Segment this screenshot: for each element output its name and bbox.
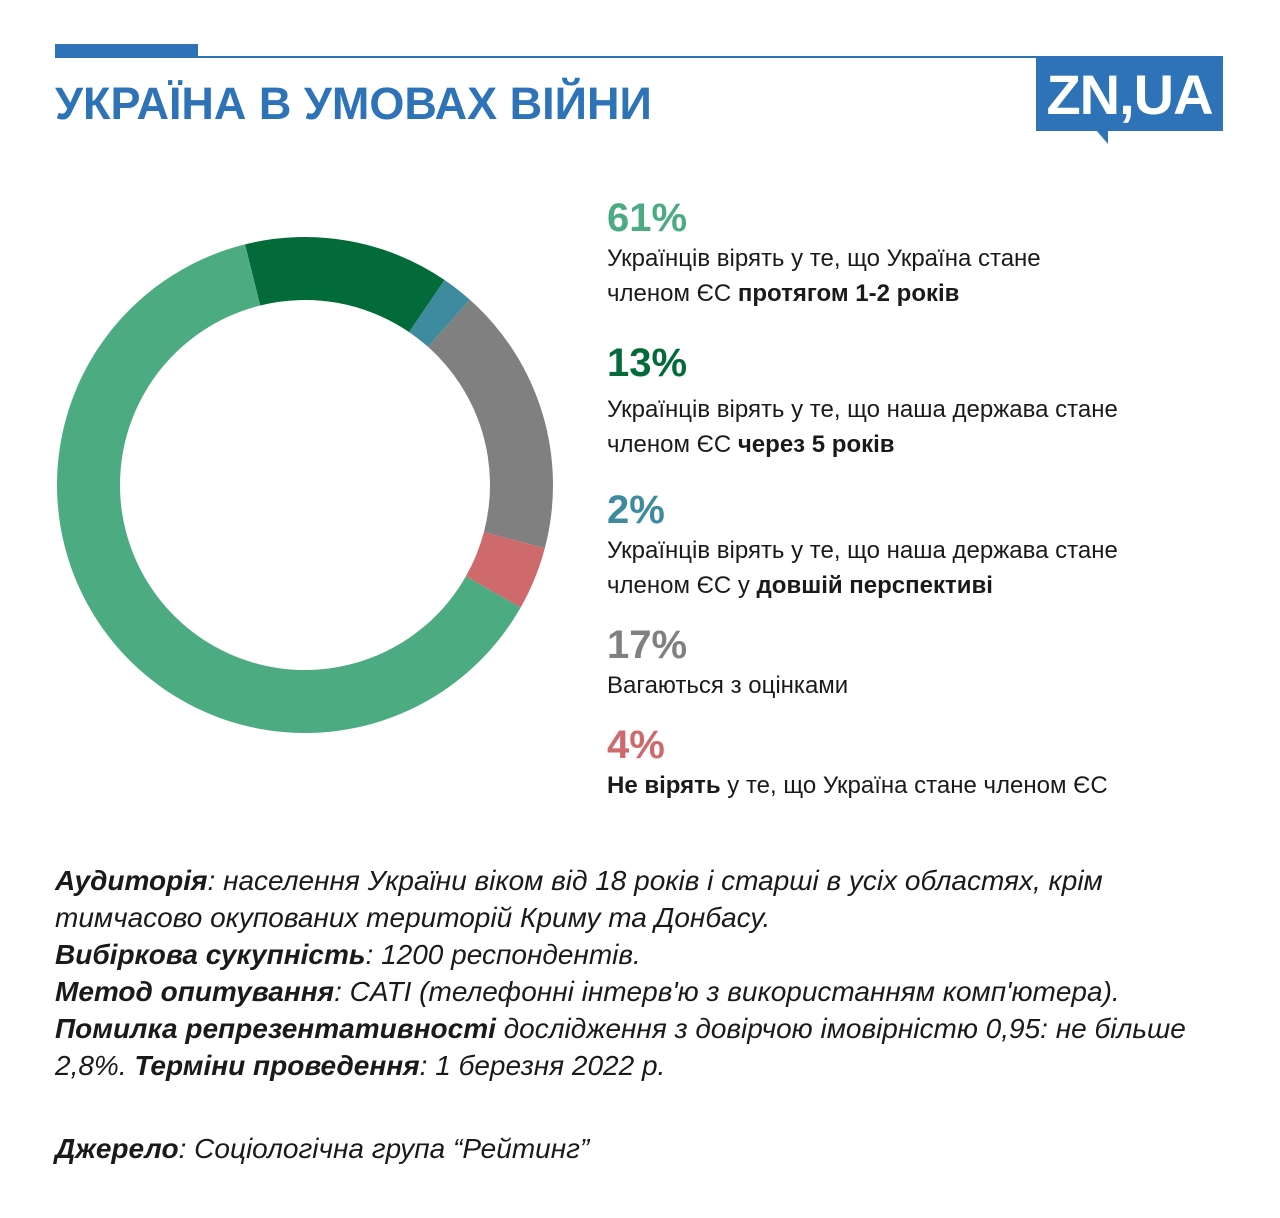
legend-item-1-2-years bbox=[607, 195, 1227, 311]
audience-note: Аудиторія: населення України віком від 18 років і старші в усіх областях, крім тимчасово окупованих територій Криму та Донбасу. bbox=[55, 865, 1103, 933]
header-accent-bar bbox=[55, 44, 198, 56]
legend-text-1-2-years: Українців вірять у те, що Україна стане членом ЄС протягом 1-2 років bbox=[607, 245, 1041, 307]
slice-undecided bbox=[428, 300, 553, 548]
legend-item-not-believe bbox=[607, 722, 1227, 803]
legend-item-undecided bbox=[607, 622, 1227, 703]
legend-text-5-years: Українців вірять у те, що наша держава стане членом ЄС через 5 років bbox=[607, 396, 1118, 458]
legend-text-not-believe: Не вірять у те, що Україна стане членом ЄС bbox=[607, 772, 1108, 799]
legend-pct-not-believe: 4% bbox=[607, 723, 665, 767]
source-note: Джерело: Соціологічна група “Рейтинг” bbox=[55, 1133, 590, 1164]
legend-text-longer-term: Українців вірять у те, що наша держава стане членом ЄС у довшій перспективі bbox=[607, 537, 1118, 599]
zn-ua-logo: ZN,UA bbox=[1036, 58, 1223, 131]
methodology-notes bbox=[55, 862, 1235, 1084]
error-dates-note: Помилка репрезентативності дослідження з довірчою імовірністю 0,95: не більше 2,8%. Терміни проведення: 1 березня 2022 р. bbox=[55, 1013, 1186, 1081]
slice-5-years bbox=[245, 237, 445, 332]
legend-pct-longer-term: 2% bbox=[607, 488, 665, 532]
sample-note: Вибіркова сукупність: 1200 респондентів. bbox=[55, 939, 641, 970]
legend-item-longer-term bbox=[607, 487, 1227, 603]
legend-item-5-years bbox=[607, 340, 1227, 462]
legend-text-undecided: Вагаються з оцінками bbox=[607, 672, 849, 699]
legend-pct-undecided: 17% bbox=[607, 623, 688, 667]
legend-pct-5-years: 13% bbox=[607, 341, 688, 385]
logo-tail-icon bbox=[1096, 130, 1108, 144]
donut-chart bbox=[55, 235, 555, 735]
legend-pct-1-2-years: 61% bbox=[607, 196, 688, 240]
page-title: УКРАЇНА В УМОВАХ ВІЙНИ bbox=[55, 78, 652, 129]
method-note: Метод опитування: CATI (телефонні інтерв'ю з використанням комп'ютера). bbox=[55, 976, 1120, 1007]
